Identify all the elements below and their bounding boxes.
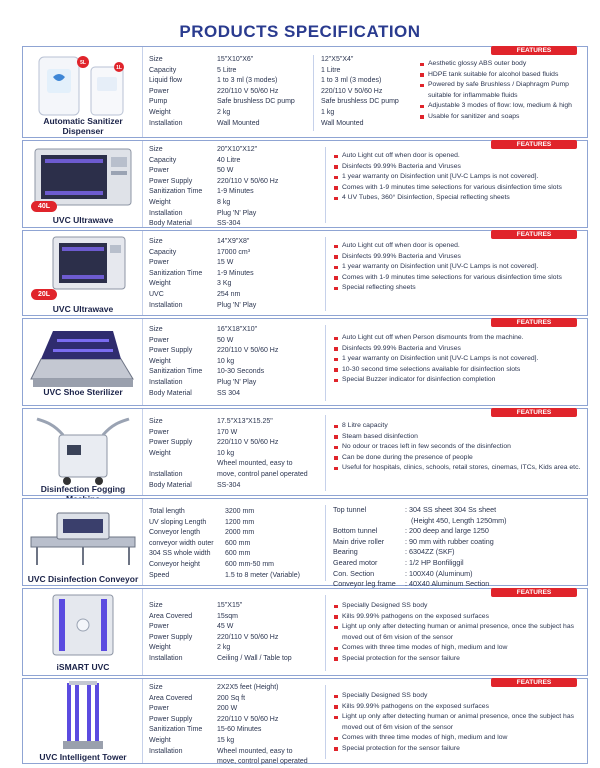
spec-value: 200 Sq ft <box>217 694 246 702</box>
divider <box>325 147 326 223</box>
spec-value: 220/110 V 50/60 Hz <box>217 347 279 355</box>
spec-table <box>149 325 278 399</box>
spec-key: Sanitization Time <box>149 269 203 277</box>
spec-table-alt <box>321 55 399 129</box>
spec-key: Power <box>149 623 169 631</box>
spec-key: Sanitization Time <box>149 188 203 196</box>
feature-item: Auto Light cut off when Person dismounts from the machine. <box>333 333 583 344</box>
spec-value: SS-304 <box>217 481 241 489</box>
page-title: PRODUCTS SPECIFICATION <box>179 22 421 41</box>
divider <box>325 325 326 401</box>
feature-item: 1 year warranty on Disinfection unit [UV-C Lamps is not covered]. <box>333 262 583 273</box>
feature-item: Specially Designed SS body <box>333 601 583 612</box>
spec-key: Power Supply <box>149 439 193 447</box>
spec-value: 2 kg <box>217 644 231 652</box>
spec-value: 16"X18"X10" <box>217 326 258 333</box>
spec-value: 15 W <box>217 259 234 267</box>
spec-key: UV sloping Length <box>149 518 207 526</box>
spec-value: 3200 mm <box>225 508 255 515</box>
spec-key: Area Covered <box>149 612 193 620</box>
spec-value: 40 Litre <box>217 156 241 164</box>
spec-key: Installation <box>149 654 183 662</box>
spec-key: Power Supply <box>149 177 193 185</box>
spec-key: 304 SS whole width <box>149 550 211 558</box>
spec-value: 1200 mm <box>225 518 255 526</box>
spec-key <box>333 516 405 527</box>
spec-key: Power <box>149 167 169 175</box>
spec-table <box>149 237 256 311</box>
product-image <box>23 231 143 315</box>
spec-value: 220/110 V 50/60 Hz <box>217 87 279 95</box>
spec-value: : 304 SS sheet 304 Ss sheet <box>405 505 497 514</box>
spec-value: Plug 'N' Play <box>217 378 257 386</box>
spec-key: Body Material <box>149 389 192 397</box>
spec-key: Geared motor <box>333 557 378 567</box>
spec-key: Capacity <box>149 248 177 256</box>
spec-value: 1-9 Minutes <box>217 188 254 196</box>
feature-item: 1 year warranty on Disinfection unit [UV-C Lamps is not covered]. <box>333 354 583 365</box>
spec-value: 3 Kg <box>217 280 232 288</box>
divider <box>325 505 326 581</box>
spec-key: Liquid flow <box>149 77 183 85</box>
spec-value: Plug 'N' Play <box>217 209 257 217</box>
product-name: UVC Intelligent Tower <box>39 752 127 762</box>
feature-item: Adjustable 3 modes of flow: low, medium & high <box>419 101 583 112</box>
spec-value: 220/110 V 50/60 Hz <box>217 715 279 723</box>
spec-key: Installation <box>149 747 183 755</box>
feature-item: Disinfects 99.99% Bacteria and Viruses <box>333 344 583 355</box>
spec-value: 2 kg <box>217 108 231 116</box>
spec-value: move, control panel operated <box>217 470 308 478</box>
product-name: Automatic Sanitizer Dispenser <box>43 116 123 136</box>
product-name: UVC Ultrawave <box>52 304 114 314</box>
spec-value: 15sqm <box>217 612 239 620</box>
spec-key: Speed <box>149 571 170 579</box>
spec-key: Installation <box>149 119 183 127</box>
spec-key: Con. Section <box>333 568 375 578</box>
feature-item: 1 year warranty on Disinfection unit [UV-C Lamps is not covered]. <box>333 172 583 183</box>
feature-item: Disinfects 99.99% Bacteria and Viruses <box>333 162 583 173</box>
product-image <box>23 499 143 585</box>
spec-value: Wheel mounted, easy to <box>217 460 293 468</box>
spec-table <box>149 601 292 665</box>
spec-value: 15"X10"X6" <box>217 56 254 63</box>
feature-list <box>333 601 583 664</box>
spec-value: : 40X40 Aluminum Section <box>405 579 490 589</box>
divider <box>313 55 314 131</box>
spec-key: Power Supply <box>149 347 193 355</box>
spec-value: 15-60 Minutes <box>217 726 262 734</box>
spec-value: 2000 mm <box>225 529 255 537</box>
feature-item: Comes with three time modes of high, medium and low <box>333 733 583 744</box>
feature-item: Light up only after detecting human or animal presence, once the subject has moved out of 6m vision of the sensor <box>333 622 583 643</box>
spec-value: 1-9 Minutes <box>217 269 254 277</box>
feature-item: 8 Litre capacity <box>333 421 583 432</box>
spec-value: Plug 'N' Play <box>217 301 257 309</box>
spec-key: Power <box>149 87 169 95</box>
spec-key: Power <box>149 336 169 344</box>
feature-item: Specially Designed SS body <box>333 691 583 702</box>
spec-value: SS-304 <box>217 220 241 228</box>
feature-item: Comes with 1-9 minutes time selections for various disinfection time slots <box>333 273 583 284</box>
spec-key: Size <box>149 684 163 691</box>
product-name: UVC Disinfection Conveyor <box>27 574 139 584</box>
spec-value: : 200 deep and large 1250 <box>405 526 489 536</box>
feature-item: 4 UV Tubes, 360° Disinfection, Special reflecting sheets <box>333 193 583 204</box>
spec-key: conveyor width outer <box>149 539 214 547</box>
spec-value: 600 mm-50 mm <box>225 560 275 568</box>
divider <box>325 415 326 491</box>
spec-key: Area Covered <box>149 694 193 702</box>
spec-value: Safe brushless DC pump <box>217 98 295 106</box>
spec-value: Safe brushless DC pump <box>321 98 399 106</box>
capacity-badge: 40L <box>31 201 57 212</box>
spec-key: Size <box>149 56 163 63</box>
spec-key <box>149 459 217 470</box>
spec-value: 170 W <box>217 428 238 436</box>
spec-key: Power <box>149 428 169 436</box>
feature-item: HDPE tank suitable for alcohol based fluids <box>419 70 583 81</box>
spec-table <box>149 417 308 491</box>
spec-key: Weight <box>149 736 171 744</box>
spec-key: Top tunnel <box>333 505 367 514</box>
product-card <box>22 46 588 138</box>
spec-value: : 100X40 (Aluminum) <box>405 568 473 578</box>
feature-item: Auto Light cut off when door is opened. <box>333 151 583 162</box>
feature-item: Special reflecting sheets <box>333 283 583 294</box>
spec-value: Ceiling / Wall / Table top <box>217 654 292 662</box>
spec-key: Conveyor length <box>149 529 200 537</box>
product-name: UVC Shoe Sterilizer <box>43 387 123 397</box>
spec-value: 200 W <box>217 705 238 713</box>
spec-key: Bottom tunnel <box>333 526 378 536</box>
product-card <box>22 140 588 228</box>
features-label: FEATURES <box>491 588 577 597</box>
feature-item: Kills 99.99% pathogens on the exposed surfaces <box>333 702 583 713</box>
capacity-badge: 20L <box>31 289 57 300</box>
product-card <box>22 230 588 316</box>
feature-item: 10-30 second time selections available for disinfection slots <box>333 365 583 376</box>
spec-value: 2X2X5 feet (Height) <box>217 684 279 691</box>
spec-value: 1 to 3 ml (3 modes) <box>321 77 382 85</box>
feature-item: Special Buzzer indicator for disinfection completion <box>333 375 583 386</box>
feature-list <box>333 151 583 204</box>
spec-value: Wheel mounted, easy to <box>217 747 293 755</box>
feature-item: Powered by safe Brushless / Diaphragm Pump suitable for inflammable fluids <box>419 80 583 101</box>
spec-key: Installation <box>149 209 183 217</box>
badge-5l: 5L <box>80 60 86 66</box>
product-image <box>23 679 143 763</box>
spec-value: 10-30 Seconds <box>217 368 265 376</box>
spec-value: 600 mm <box>225 550 251 558</box>
divider <box>325 685 326 759</box>
spec-key: Weight <box>149 357 171 365</box>
divider <box>325 237 326 311</box>
spec-key: Weight <box>149 280 171 288</box>
spec-value: 45 W <box>217 623 234 631</box>
feature-item: Auto Light cut off when door is opened. <box>333 241 583 252</box>
spec-key: Pump <box>149 98 168 106</box>
spec-table <box>149 507 300 581</box>
spec-key: Sanitization Time <box>149 368 203 376</box>
product-card <box>22 498 588 589</box>
feature-item: No odour or traces left in few seconds of the disinfection <box>333 442 583 453</box>
spec-value: 220/110 V 50/60 Hz <box>217 633 279 641</box>
features-label: FEATURES <box>491 140 577 149</box>
spec-value: : 1/2 HP Bonfiliggil <box>405 557 464 567</box>
feature-list <box>333 421 583 474</box>
spec-key: Total length <box>149 508 185 515</box>
features-label: FEATURES <box>491 408 577 417</box>
feature-list <box>333 333 583 386</box>
features-label: FEATURES <box>491 230 577 239</box>
spec-value: 14"X9"X8" <box>217 238 250 245</box>
product-card <box>22 588 588 676</box>
spec-value: 1.5 to 8 meter (Variable) <box>225 571 300 579</box>
feature-item: Special protection for the sensor failure <box>333 654 583 665</box>
spec-value: 17.5"X13"X15.25" <box>217 418 273 425</box>
divider <box>325 595 326 671</box>
spec-key: Installation <box>149 378 183 386</box>
spec-key: Body Material <box>149 220 192 228</box>
spec-value: 50 W <box>217 336 234 344</box>
product-card <box>22 678 588 764</box>
spec-value: 20"X10"X12" <box>217 146 258 153</box>
spec-value: 1 to 3 ml (3 modes) <box>217 77 278 85</box>
spec-key: Weight <box>149 198 171 206</box>
product-name: UVC Ultrawave <box>52 215 114 225</box>
feature-item: Special protection for the sensor failure <box>333 744 583 755</box>
spec-key: Capacity <box>149 156 177 164</box>
spec-value: 12"X5"X4" <box>321 56 354 63</box>
spec-value: Wall Mounted <box>321 119 364 127</box>
feature-item: Steam based disinfection <box>333 432 583 443</box>
spec-value: 10 kg <box>217 357 235 365</box>
product-image <box>23 409 143 495</box>
spec-key: Power Supply <box>149 715 193 723</box>
spec-key: Conveyor leg frame <box>333 579 396 589</box>
spec-key: Power <box>149 705 169 713</box>
feature-item: Disinfects 99.99% Bacteria and Viruses <box>333 252 583 263</box>
spec-key: Main drive roller <box>333 536 385 546</box>
badge-1l: 1L <box>116 65 122 71</box>
spec-key: Weight <box>149 644 171 652</box>
feature-list <box>333 241 583 294</box>
spec-key: Sanitization Time <box>149 726 203 734</box>
feature-item: Useful for hospitals, clinics, schools, retail stores, cinemas, ITCs, Kids area etc. <box>333 463 583 474</box>
feature-item: Can be done during the presence of people <box>333 453 583 464</box>
spec-key: Bearing <box>333 547 358 557</box>
spec-value: 220/110 V 50/60 Hz <box>217 177 279 185</box>
spec-table <box>149 55 295 129</box>
spec-value: 600 mm <box>225 539 251 547</box>
spec-key: UVC <box>149 290 164 298</box>
spec-key: Power Supply <box>149 633 193 641</box>
spec-key <box>149 757 217 768</box>
product-name: Disinfection Fogging <box>40 484 126 494</box>
product-name: iSMART UVC <box>56 662 110 672</box>
spec-table <box>149 145 278 230</box>
feature-list <box>419 59 583 122</box>
spec-value: 50 W <box>217 167 234 175</box>
spec-key: Power <box>149 259 169 267</box>
spec-value: (Height 450, Length 1250mm) <box>411 515 507 525</box>
spec-value: 220/110 V 50/60 Hz <box>217 439 279 447</box>
feature-item: Kills 99.99% pathogens on the exposed surfaces <box>333 612 583 623</box>
spec-key: Size <box>149 146 163 153</box>
feature-item: Light up only after detecting human or animal presence, once the subject has moved out of 6m vision of the sensor <box>333 712 583 733</box>
spec-key: Installation <box>149 301 183 309</box>
spec-key: Size <box>149 326 163 333</box>
spec-value: 8 kg <box>217 198 231 206</box>
spec-table-right <box>333 505 507 590</box>
spec-key: Size <box>149 238 163 245</box>
spec-key: Conveyor height <box>149 560 200 568</box>
spec-value: 254 nm <box>217 290 241 298</box>
features-label: FEATURES <box>491 318 577 327</box>
spec-key: Weight <box>149 108 171 116</box>
spec-value: 1 Litre <box>321 66 341 74</box>
spec-table <box>149 683 308 768</box>
spec-value: : 6304ZZ (SKF) <box>405 547 455 557</box>
product-card <box>22 408 588 496</box>
feature-item: Comes with 1-9 minutes time selections for various disinfection time slots <box>333 183 583 194</box>
features-label: FEATURES <box>491 46 577 55</box>
spec-value: 17000 cm³ <box>217 248 251 256</box>
spec-value: 15 kg <box>217 736 235 744</box>
spec-value: 10 kg <box>217 449 235 457</box>
feature-list <box>333 691 583 754</box>
spec-value: 220/110 V 50/60 Hz <box>321 87 383 95</box>
spec-value: 1 kg <box>321 108 335 116</box>
spec-value: 5 Litre <box>217 66 237 74</box>
spec-key: Weight <box>149 449 171 457</box>
features-label: FEATURES <box>491 678 577 687</box>
spec-key: Capacity <box>149 66 177 74</box>
spec-value: 15"X15" <box>217 602 243 609</box>
product-card <box>22 318 588 406</box>
spec-key: Body Material <box>149 481 192 489</box>
spec-key: Installation <box>149 470 183 478</box>
spec-value: : 90 mm with rubber coating <box>405 536 494 546</box>
spec-value: move, control panel operated <box>217 758 308 766</box>
feature-item: Comes with three time modes of high, medium and low <box>333 643 583 654</box>
spec-key: Size <box>149 418 163 425</box>
feature-item: Usable for sanitizer and soaps <box>419 112 583 123</box>
spec-value: Wall Mounted <box>217 119 260 127</box>
spec-key: Size <box>149 602 163 609</box>
spec-value: SS 304 <box>217 389 240 397</box>
feature-item: Aesthetic glossy ABS outer body <box>419 59 583 70</box>
